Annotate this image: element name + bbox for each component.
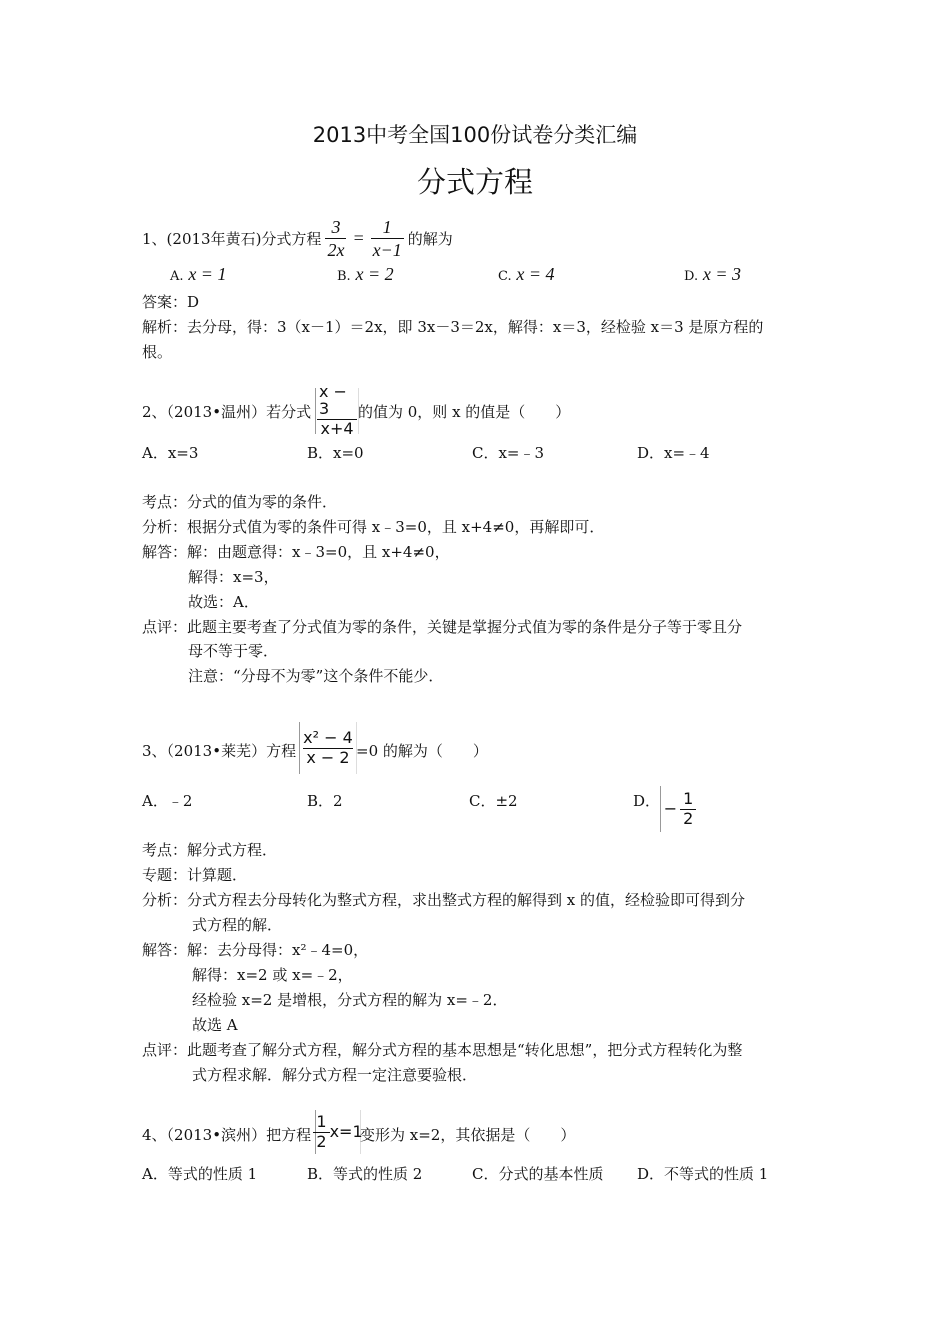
- q3-jieda-line-2: 解得：x=2 或 x=﹣2，: [192, 966, 353, 984]
- q3-option-d-denominator: 2: [680, 809, 696, 828]
- q3-jieda-line-4: 故选 A: [192, 1016, 238, 1034]
- q3-fraction-image: [299, 722, 357, 774]
- q1-option-a: [170, 264, 226, 285]
- document-title: 2013中考全国100份试卷分类汇编: [312, 123, 638, 147]
- q2-option-d: D．x=﹣4: [637, 444, 710, 462]
- question-3-prefix: 3、（2013•莱芜）方程: [142, 742, 297, 760]
- q2-fraction-denominator: x+4: [317, 419, 356, 438]
- q3-option-a: A．﹣2: [142, 792, 193, 810]
- q2-option-b: B．x=0: [307, 444, 364, 462]
- q1-option-a-key: A.: [170, 269, 184, 284]
- q3-dianping-line-1: 点评：此题考查了解分式方程，解分式方程的基本思想是“转化思想”，把分式方程转化为整: [142, 1041, 743, 1059]
- q3-zhuanti: 专题：计算题．: [142, 866, 248, 884]
- q3-option-d-numerator: 1: [683, 788, 694, 808]
- question-3-suffix: =0 的解为（ ）: [356, 742, 488, 760]
- q2-option-a: A．x=3: [142, 444, 199, 462]
- q2-kaodian: 考点：分式的值为零的条件．: [142, 493, 338, 511]
- q1-left-denominator: 2x: [327, 239, 345, 260]
- q1-analysis-line-2: 根。: [142, 343, 173, 361]
- q3-dianping-line-2: 式方程求解．解分式方程一定注意要验根．: [192, 1066, 478, 1084]
- q1-option-b-key: B.: [337, 269, 351, 284]
- q1-option-a-math: x = 1: [188, 264, 227, 284]
- q4-equation-rest: x=1: [329, 1121, 363, 1141]
- q4-option-d: D．不等式的性质 1: [637, 1165, 769, 1183]
- q1-option-d-key: D.: [684, 269, 699, 284]
- q1-analysis-line-1: 解析：去分母，得：3（x－1）＝2x，即 3x－3＝2x，解得：x＝3，经检验 x＝3 是原方程的: [142, 318, 764, 336]
- q1-right-numerator: 1: [382, 216, 392, 237]
- q2-jieda-line-2: 解得：x=3，: [188, 568, 279, 586]
- q1-option-c-math: x = 4: [516, 264, 555, 284]
- question-1-prefix: 1、(2013年黄石)分式方程: [142, 229, 322, 248]
- q1-option-b: [337, 264, 394, 285]
- q3-option-d-fraction-image: [660, 786, 699, 832]
- q3-fenxi-line-2: 式方程的解．: [192, 916, 283, 934]
- q3-fenxi-line-1: 分析：分式方程去分母转化为整式方程，求出整式方程的解得到 x 的值，经检验即可得到分: [142, 891, 745, 909]
- q1-answer: 答案：D: [142, 293, 200, 311]
- q3-jieda-line-3: 经检验 x=2 是增根，分式方程的解为 x=﹣2．: [192, 991, 508, 1009]
- q2-fraction-numerator: x − 3: [319, 382, 347, 419]
- q2-option-c: C．x=﹣3: [472, 444, 545, 462]
- q4-option-a: A．等式的性质 1: [142, 1165, 258, 1183]
- q4-fraction-numerator: 1: [316, 1111, 327, 1131]
- question-4-suffix: 变形为 x=2，其依据是（ ）: [360, 1126, 576, 1144]
- question-1-suffix: 的解为: [407, 229, 453, 248]
- question-4-prefix: 4、（2013•滨州）把方程: [142, 1126, 312, 1144]
- q3-jieda-line-1: 解答：解：去分母得：x²﹣4=0，: [142, 941, 369, 959]
- question-2-suffix: 的值为 0，则 x 的值是（ ）: [358, 403, 571, 421]
- q1-right-fraction: [371, 218, 404, 259]
- q4-equation-image: [315, 1110, 361, 1154]
- q3-option-d: D．: [633, 792, 661, 810]
- q1-option-c-key: C.: [498, 269, 512, 284]
- q1-left-numerator: 3: [331, 216, 341, 237]
- q1-option-d-math: x = 3: [702, 264, 742, 284]
- q3-fraction-denominator: x − 2: [303, 748, 352, 767]
- q3-fraction-numerator: x² − 4: [303, 727, 353, 747]
- question-1-stem: 1、(2013年黄石)分式方程 $\frac{3}{2x}$ = $\frac{1}{x-1}$ 的解为: [142, 216, 453, 260]
- q4-fraction-denominator: 2: [313, 1132, 329, 1151]
- q3-option-c: C．±2: [469, 792, 518, 810]
- q3-kaodian: 考点：解分式方程．: [142, 841, 278, 859]
- q2-dianping-line-2: 母不等于零．: [188, 642, 279, 660]
- question-2-prefix: 2、（2013•温州）若分式: [142, 403, 312, 421]
- q1-option-d: [684, 264, 741, 285]
- q2-dianping-line-3: 注意：“分母不为零”这个条件不能少．: [188, 667, 444, 685]
- q1-right-denominator: x−1: [372, 239, 402, 260]
- q3-option-b: B．2: [307, 792, 343, 810]
- q2-fraction-image: [315, 382, 359, 438]
- q4-option-b: B．等式的性质 2: [307, 1165, 423, 1183]
- q4-option-c: C．分式的基本性质: [472, 1165, 604, 1183]
- q2-jieda-line-1: 解答：解：由题意得：x﹣3=0，且 x+4≠0，: [142, 543, 450, 561]
- q2-jieda-line-3: 故选：A．: [188, 593, 259, 611]
- document-subtitle: 分式方程: [416, 165, 533, 199]
- q1-option-c: [498, 264, 555, 285]
- q1-left-fraction: [325, 218, 346, 259]
- q2-dianping-line-1: 点评：此题主要考查了分式值为零的条件，关键是掌握分式值为零的条件是分子等于零且分: [142, 618, 743, 636]
- q1-option-b-math: x = 2: [355, 264, 394, 284]
- q3-option-d-sign: −: [663, 798, 678, 818]
- q2-fenxi: 分析：根据分式值为零的条件可得 x﹣3=0，且 x+4≠0，再解即可．: [142, 518, 605, 536]
